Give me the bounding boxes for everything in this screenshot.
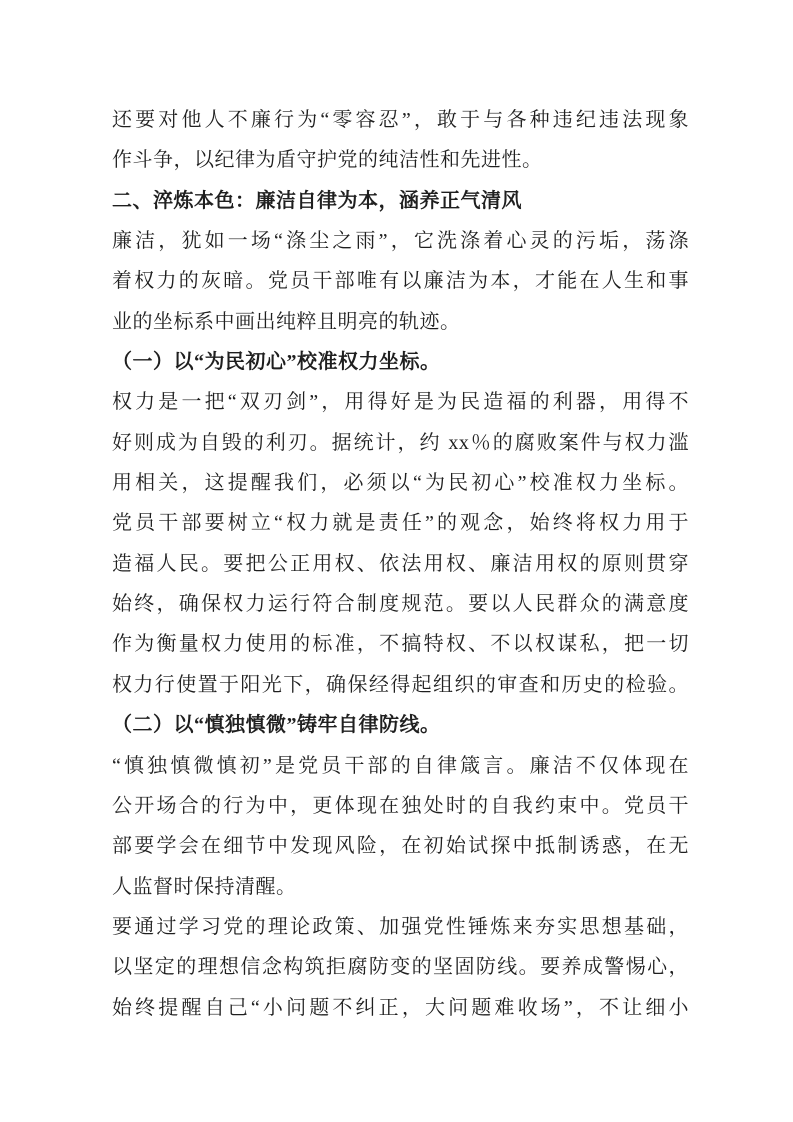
paragraph-line: 作为衡量权力使用的标准，不搞特权、不以权谋私，把一切 [112,633,689,656]
paragraph-line: 党员干部要树立“权力就是责任”的观念，始终将权力用于 [112,512,689,535]
paragraph-line: “慎独慎微慎初”是党员干部的自律箴言。廉洁不仅体现在 [112,754,689,777]
paragraph-line: 人监督时保持清醒。 [112,875,297,898]
paragraph-line: 权力行使置于阳光下，确保经得起组织的审查和历史的检验。 [112,673,689,696]
paragraph-line: 廉洁，犹如一场“涤尘之雨”，它洗涤着心灵的污垢，荡涤 [112,230,689,253]
paragraph-line: 还要对他人不廉行为“零容忍”，敢于与各种违纪违法现象 [112,109,689,131]
paragraph-line: 公开场合的行为中，更体现在独处时的自我约束中。党员干 [112,794,689,817]
paragraph-line: 用相关，这提醒我们，必须以“为民初心”校准权力坐标。 [112,472,689,495]
paragraph-line: 始终提醒自己“小问题不纠正，大问题难收场”，不让细小 [112,996,689,1019]
paragraph-line: 业的坐标系中画出纯粹且明亮的轨迹。 [112,310,461,333]
paragraph-line: 以坚定的理想信念构筑拒腐防变的坚固防线。要养成警惕心， [112,956,689,979]
paragraph-line: 着权力的灰暗。党员干部唯有以廉洁为本，才能在人生和事 [112,270,689,293]
paragraph-line: 始终，确保权力运行符合制度规范。要以人民群众的满意度 [112,593,689,616]
paragraph-line: 部要学会在细节中发现风险，在初始试探中抵制诱惑，在无 [112,835,689,858]
section-heading: 二、淬炼本色：廉洁自律为本，涵养正气清风 [112,189,522,212]
paragraph-line: 要通过学习党的理论政策、加强党性锤炼来夯实思想基础， [112,915,689,938]
document-text-content [112,100,689,1028]
paragraph-line: 好则成为自毁的利刃。据统计，约 xx％的腐败案件与权力滥 [112,431,689,454]
paragraph-line: 权力是一把“双刃剑”，用得好是为民造福的利器，用得不 [112,391,689,414]
subsection-heading: （二）以“慎独慎微”铸牢自律防线。 [112,714,441,737]
paragraph-line: 作斗争，以纪律为盾守护党的纯洁性和先进性。 [112,149,543,172]
paragraph-line: 造福人民。要把公正用权、依法用权、廉洁用权的原则贯穿 [112,552,689,575]
subsection-heading: （一）以“为民初心”校准权力坐标。 [112,351,441,374]
